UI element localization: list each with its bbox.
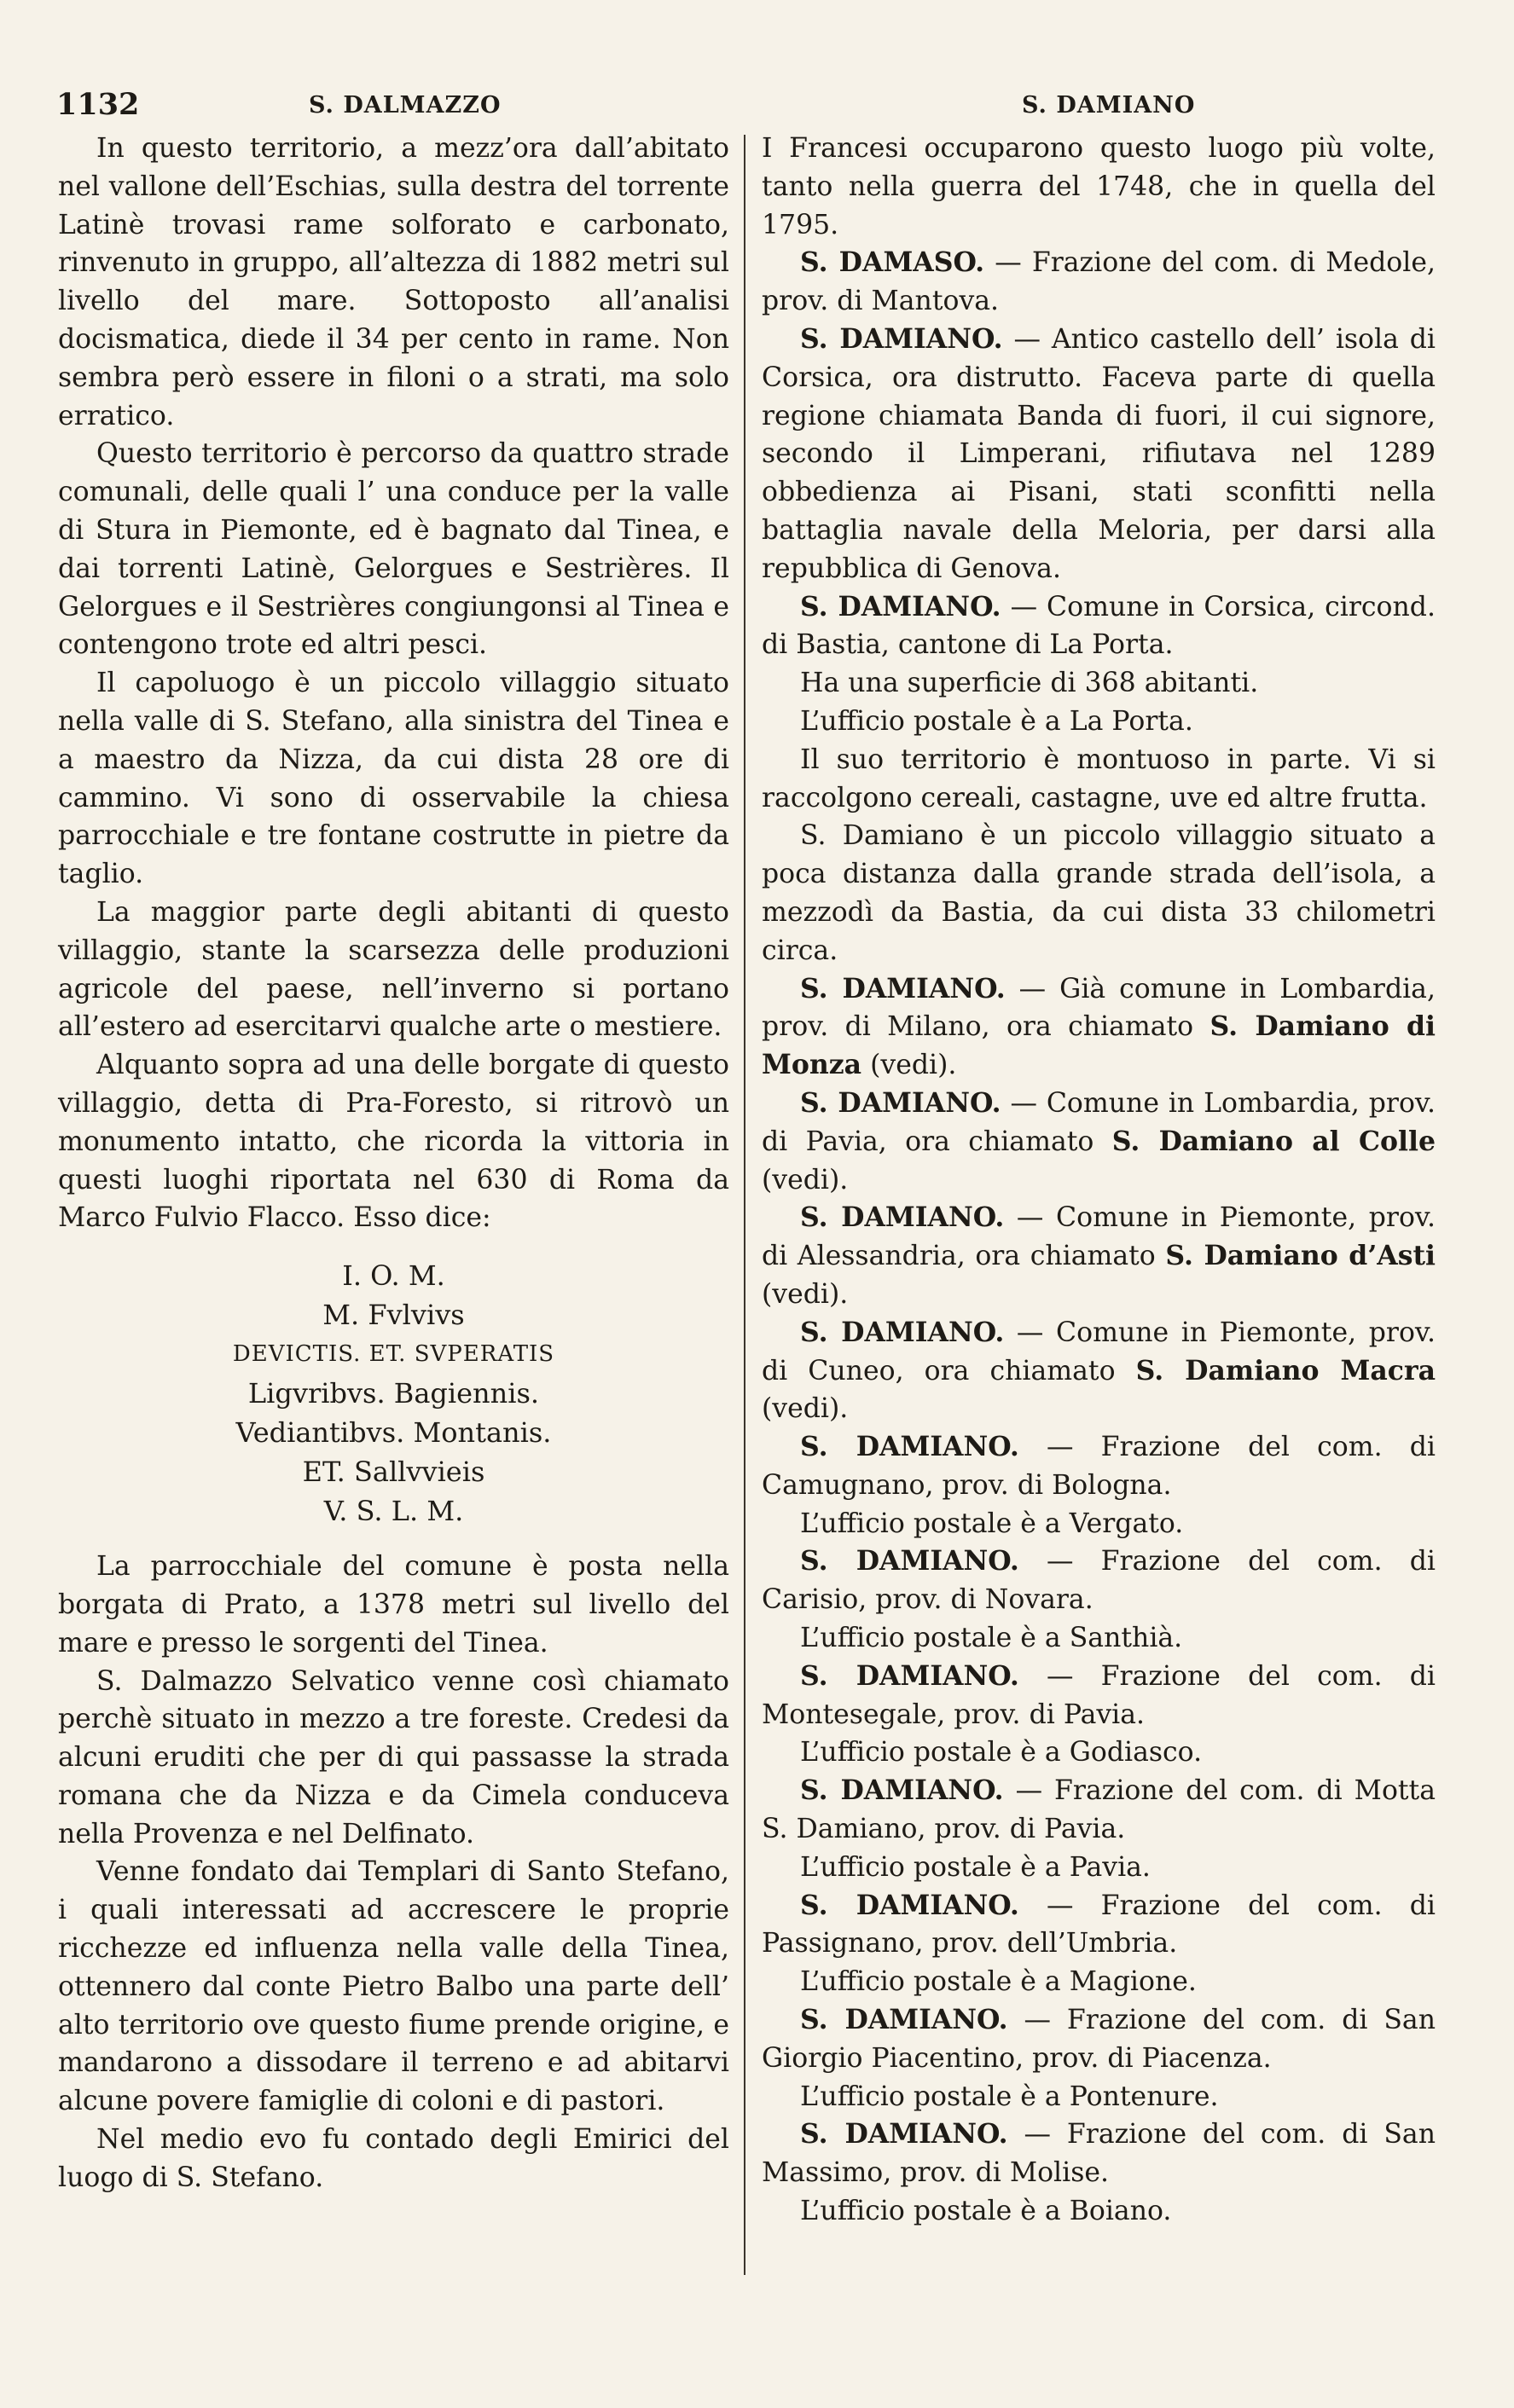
- left-running-head: S. DALMAZZO: [309, 92, 502, 119]
- paragraph: La parrocchiale del comune è posta nella borgata di Prato, a 1378 metri sul livello del mare e presso le sorgenti del Tinea.: [58, 1551, 729, 1658]
- entry-headword: S. DAMIANO.: [800, 1201, 1005, 1234]
- paragraph: Questo territorio è percorso da quattro strade comunali, delle quali l’ una conduce per la valle di Stura in Piemonte, ed è bagnato dal Tinea, e dai torrenti Latinè, Gelorgues e Sestrières. Il Gelorgues e il Sestrières congiungonsi al Tinea e contengono trote ed altri pesci.: [58, 438, 729, 661]
- entry-text: — Frazione del com. di Montesegale, prov. di Pavia.: [762, 1660, 1436, 1730]
- entry-text: — Antico castello dell’ isola di Corsica, ora distrutto. Faceva parte di quella regione chiamata Banda di fuori, il cui signore, secondo il Limperani, rifiutava nel 1289 obbedienza ai Pisani, stati sconfitti nella battaglia navale della Meloria, per darsi alla repubblica di Genova.: [762, 323, 1436, 584]
- entry-text: (vedi).: [762, 1393, 849, 1425]
- postal-office: L’ufficio postale è a Pavia.: [800, 1851, 1151, 1883]
- entry-headword: S. DAMIANO.: [800, 1316, 1005, 1348]
- paragraph: Ha una superficie di 368 abitanti.: [800, 668, 1259, 699]
- entry-text: (vedi).: [861, 1050, 957, 1081]
- inscription-line: V. S. L. M.: [323, 1495, 464, 1528]
- entry-cuneo: [762, 1314, 1436, 1428]
- entry-text: — Frazione del com. di Carisio, prov. di Novara.: [762, 1546, 1436, 1616]
- paragraph: Alquanto sopra ad una delle borgate di questo villaggio, detta di Pra-Foresto, si ritrovò un monumento intatto, che ricorda la vittoria in questi luoghi riportata nel 630 di Roma da Marco Fulvio Flacco. Esso dice:: [58, 1050, 729, 1234]
- entry-s-damaso: [762, 244, 1436, 321]
- inscription-line: DEVICTIS. ET. SVPERATIS: [232, 1341, 555, 1368]
- cross-reference: S. Damiano Macra: [1135, 1354, 1436, 1386]
- page-header: [0, 85, 1514, 128]
- cross-reference: S. Damiano d’Asti: [1165, 1240, 1436, 1272]
- entry-headword: S. DAMASO.: [800, 246, 985, 279]
- entry-pavia-colle: [762, 1085, 1436, 1199]
- entry-headword: S. DAMIANO.: [800, 1889, 1019, 1921]
- inscription-line: M. Fvlvivs: [322, 1299, 465, 1332]
- paragraph: I Francesi occuparono questo luogo più volte, tanto nella guerra del 1748, che in quella del 1795.: [762, 133, 1436, 240]
- paragraph: L’ufficio postale è a La Porta.: [800, 705, 1193, 737]
- entry-headword: S. DAMIANO.: [800, 1774, 1004, 1807]
- entry-camugnano: [762, 1428, 1436, 1505]
- entry-headword: S. DAMIANO.: [800, 2004, 1008, 2036]
- entry-headword: S. DAMIANO.: [800, 590, 1001, 622]
- entry-headword: S. DAMIANO.: [800, 1545, 1019, 1577]
- paragraph: La maggior parte degli abitanti di questo villaggio, stante la scarsezza delle produzioni agricole del paese, nell’inverno si portano all’estero ad esercitarvi qualche arte o mestiere.: [58, 896, 729, 1043]
- entry-san-giorgio: [762, 2001, 1436, 2078]
- postal-office: L’ufficio postale è a Pontenure.: [800, 2081, 1219, 2112]
- cross-reference: S. Damiano di Monza: [762, 1010, 1436, 1081]
- roman-inscription: [58, 1256, 729, 1531]
- paragraph: Il capoluogo è un piccolo villaggio situato nella valle di S. Stefano, alla sinistra del Tinea e a maestro da Nizza, da cui dista 28 ore di cammino. Vi sono di osservabile la chiesa parrocchiale e tre fontane costrutte in pietre da taglio.: [58, 668, 729, 890]
- entry-text: — Comune in Piemonte, prov. di Alessandria, ora chiamato: [762, 1202, 1436, 1272]
- inscription-line: Ligvribvs. Bagiennis.: [247, 1377, 540, 1410]
- entry-alessandria: [762, 1199, 1436, 1313]
- entry-san-massimo: [762, 2116, 1436, 2192]
- column-divider: [744, 135, 745, 2275]
- entry-montesegale: [762, 1658, 1436, 1734]
- page-number: 1132: [56, 87, 140, 122]
- entry-text: (vedi).: [762, 1278, 849, 1310]
- cross-reference: S. Damiano al Colle: [1111, 1125, 1436, 1157]
- entry-text: — Frazione del com. di Camugnano, prov. di Bologna.: [762, 1432, 1436, 1501]
- inscription-line: I. O. M.: [342, 1259, 445, 1293]
- paragraph: Nel medio evo fu contado degli Emirici del luogo di S. Stefano.: [58, 2124, 729, 2193]
- right-running-head: S. DAMIANO: [1022, 92, 1196, 119]
- inscription-line: Vediantibvs. Montanis.: [235, 1416, 552, 1450]
- entry-text: — Frazione del com. di Passignano, prov. dell’Umbria.: [762, 1890, 1436, 1959]
- entry-text: — Frazione del com. di San Massimo, prov. di Molise.: [762, 2119, 1436, 2189]
- entry-text: — Frazione del com. di Medole, prov. di Mantova.: [762, 247, 1436, 317]
- paragraph: S. Damiano è un piccolo villaggio situato a poca distanza dalla grande strada dell’isola, a mezzodì da Bastia, da cui dista 33 chilometri circa.: [762, 820, 1436, 966]
- postal-office: L’ufficio postale è a Vergato.: [800, 1508, 1184, 1539]
- entry-headword: S. DAMIANO.: [800, 1659, 1019, 1692]
- entry-carisio: [762, 1543, 1436, 1619]
- entry-milano: [762, 970, 1436, 1085]
- entry-castello-corsica: [762, 321, 1436, 588]
- left-column: [58, 130, 729, 2197]
- entry-comune-corsica: [762, 588, 1436, 665]
- entry-motta: [762, 1772, 1436, 1849]
- postal-office: L’ufficio postale è a Boiano.: [800, 2196, 1172, 2227]
- entry-text: — Comune in Lombardia, prov. di Pavia, ora chiamato: [762, 1087, 1436, 1157]
- right-column: [762, 130, 1436, 2231]
- entry-text: — Comune in Corsica, circond. di Bastia, cantone di La Porta.: [762, 591, 1436, 661]
- paragraph: Venne fondato dai Templari di Santo Stefano, i quali interessati ad accrescere le proprie ricchezze ed influenza nella valle della Tinea, ottennero dal conte Pietro Balbo una parte dell’ alto territorio ove questo fiume prende origine, e mandarono a dissodare il terreno e ad abitarvi alcune povere famiglie di coloni e di pastori.: [58, 1856, 729, 2117]
- entry-headword: S. DAMIANO.: [800, 322, 1003, 355]
- entry-text: — Frazione del com. di San Giorgio Piacentino, prov. di Piacenza.: [762, 2005, 1436, 2074]
- entry-text: — Comune in Piemonte, prov. di Cuneo, ora chiamato: [762, 1317, 1436, 1386]
- postal-office: L’ufficio postale è a Magione.: [800, 1966, 1197, 1998]
- entry-text: — Già comune in Lombardia, prov. di Milano, ora chiamato: [762, 973, 1436, 1043]
- entry-text: (vedi).: [762, 1164, 849, 1195]
- paragraph: Il suo territorio è montuoso in parte. Vi si raccolgono cereali, castagne, uve ed altre frutta.: [762, 744, 1436, 813]
- entry-headword: S. DAMIANO.: [800, 972, 1006, 1004]
- entry-text: — Frazione del com. di Motta S. Damiano, prov. di Pavia.: [762, 1775, 1436, 1845]
- paragraph: In questo territorio, a mezz’ora dall’abitato nel vallone dell’Eschias, sulla destra del torrente Latinè trovasi rame solforato e carbonato, rinvenuto in gruppo, all’altezza di 1882 metri sul livello del mare. Sottoposto all’analisi docismatica, diede il 34 per cento in rame. Non sembra però essere in filoni o a strati, ma solo erratico.: [58, 133, 729, 431]
- entry-passignano: [762, 1887, 1436, 1964]
- inscription-line: ET. Sallvvieis: [302, 1456, 485, 1489]
- postal-office: L’ufficio postale è a Godiasco.: [800, 1737, 1203, 1768]
- entry-headword: S. DAMIANO.: [800, 1431, 1019, 1463]
- entry-headword: S. DAMIANO.: [800, 1086, 1001, 1119]
- postal-office: L’ufficio postale è a Santhià.: [800, 1623, 1183, 1654]
- entry-headword: S. DAMIANO.: [800, 2118, 1008, 2150]
- paragraph: S. Dalmazzo Selvatico venne così chiamato perchè situato in mezzo a tre foreste. Credesi da alcuni eruditi che per di qui passasse la strada romana che da Nizza e da Cimela conduceva nella Provenza e nel Delfinato.: [58, 1665, 729, 1849]
